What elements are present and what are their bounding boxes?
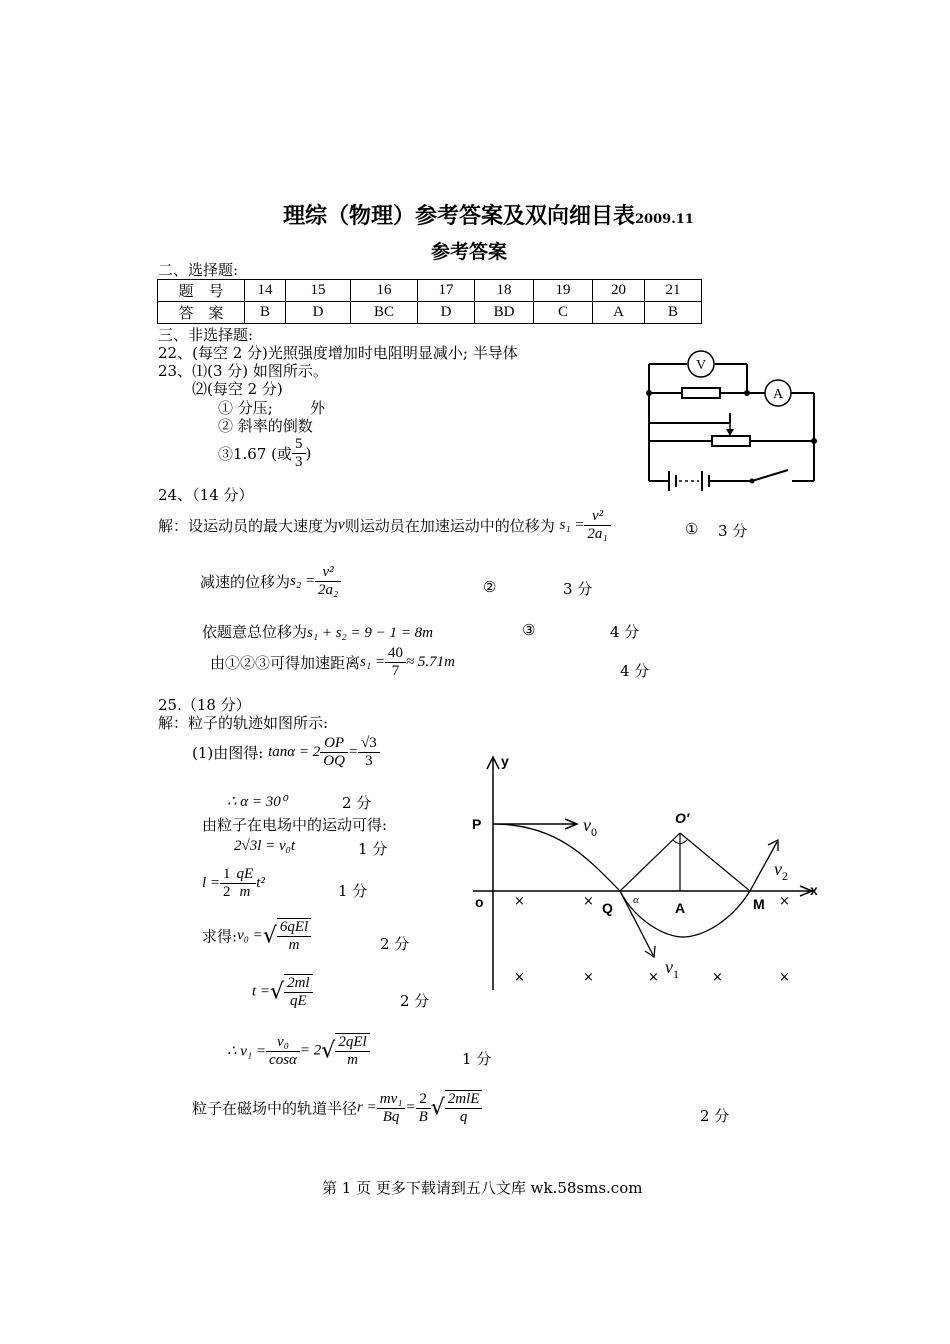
q24-line3: 依题意总位移为s₁ + s₂ = 9 − 1 = 8m — [202, 623, 433, 641]
section3-label: 三、非选择题: — [158, 326, 254, 344]
q23-line1: 23、⑴(3 分) 如图所示。 — [158, 362, 328, 380]
q24-mark1: ① — [685, 520, 699, 538]
table-cell: D — [286, 302, 351, 324]
q25-line4: 2√3l = v₀t — [234, 838, 296, 854]
q25-score5: 1 分 — [338, 882, 368, 900]
point-a-label: A — [675, 900, 686, 916]
q25-line7: t =√ $\frac{2ml}{qE}$ — [252, 974, 313, 1010]
table-header-cell: 题 号 — [158, 280, 245, 302]
origin-label: o — [475, 894, 484, 910]
voltmeter-label: V — [695, 358, 707, 373]
q25-score8: 1 分 — [462, 1050, 492, 1068]
table-cell: 17 — [418, 280, 475, 302]
table-cell: BC — [351, 302, 418, 324]
q25-intro: 解：粒子的轨迹如图所示: — [158, 714, 329, 732]
section2-label: 二、选择题: — [158, 261, 239, 279]
q23-item1a: ① 分压; — [218, 399, 273, 417]
field-cross: × — [779, 970, 790, 985]
point-m-label: M — [753, 896, 765, 912]
field-cross: × — [514, 970, 525, 985]
q24-score3: 4 分 — [610, 623, 640, 641]
q24-line4: 由①②③可得加速距离s₁ = $\frac{40}{7}$ ≈ 5.71m — [210, 645, 456, 679]
table-cell: 16 — [351, 280, 418, 302]
table-header-cell: 答 案 — [158, 302, 245, 324]
y-axis-label: y — [501, 753, 509, 769]
q24-mark3: ③ — [522, 621, 536, 639]
alpha-label: α — [633, 894, 639, 906]
q23-item1b: 外 — [310, 399, 326, 417]
table-cell: 21 — [645, 280, 702, 302]
table-cell: D — [418, 302, 475, 324]
q23-item2: ② 斜率的倒数 — [218, 417, 313, 435]
q25-score4: 1 分 — [358, 840, 388, 858]
x-axis-label: x — [810, 882, 818, 898]
trajectory-figure — [465, 745, 830, 995]
v2-arrow — [750, 842, 777, 891]
q25-header: 25.（18 分） — [158, 696, 251, 714]
q25-line3: 由粒子在电场中的运动可得: — [202, 816, 388, 834]
table-cell: BD — [475, 302, 534, 324]
field-cross: × — [779, 894, 790, 909]
table-cell: 19 — [534, 280, 593, 302]
q25-line9: 粒子在磁场中的轨道半径r = $\frac{\text{mv₁}}{Bq}$ = $\frac{2}{B}$ √ $\frac{\text{2mlE}}{q}$ — [192, 1090, 482, 1126]
q24-score2: 3 分 — [563, 580, 593, 598]
page-footer: 第 1 页 更多下载请到五八文库 wk.58sms.com — [322, 1179, 643, 1197]
magnetic-field-markers — [514, 894, 790, 985]
table-cell: 15 — [286, 280, 351, 302]
q25-line6: 求得:v₀ =√ $\frac{\text{6qEl}}{m}$ — [202, 918, 311, 954]
v0-label: $v_0$ — [583, 815, 597, 839]
table-cell: A — [593, 302, 645, 324]
q24-line1: 解：设运动员的最大速度为v则运动员在加速运动中的位移为 s₁ = $\frac{\text{v²}}{\text{2a₁}}$ — [158, 508, 611, 543]
q22-text: 22、(每空 2 分)光照强度增加时电阻明显减小; 半导体 — [158, 344, 518, 362]
table-row-answers — [158, 302, 702, 324]
q24-score1: 3 分 — [718, 522, 748, 540]
table-cell: C — [534, 302, 593, 324]
ammeter-label: A — [772, 387, 784, 402]
electric-trajectory — [493, 824, 620, 891]
table-cell: 20 — [593, 280, 645, 302]
field-cross: × — [514, 894, 525, 909]
q24-header: 24、（14 分） — [158, 486, 254, 504]
v2-label: $v_2$ — [774, 859, 788, 883]
field-cross: × — [712, 970, 723, 985]
q25-score7: 2 分 — [400, 992, 430, 1010]
point-p-label: P — [472, 816, 482, 832]
table-cell: 18 — [475, 280, 534, 302]
page-subtitle: 参考答案 — [431, 241, 508, 263]
page-title: 理综（物理）参考答案及双向细目表2009.11 — [283, 203, 694, 229]
q25-line2: ∴ α = 30⁰ — [227, 794, 287, 810]
field-cross: × — [583, 970, 594, 985]
center-o-prime-label: O′ — [675, 810, 690, 826]
circuit-diagram — [640, 345, 825, 495]
q24-mark2: ② — [483, 578, 497, 596]
q23-line2: ⑵(每空 2 分) — [192, 380, 283, 398]
v1-label: $v_1$ — [665, 957, 679, 981]
field-cross: × — [648, 970, 659, 985]
answer-table — [157, 279, 702, 324]
field-cross: × — [583, 894, 594, 909]
q24-score4: 4 分 — [620, 662, 650, 680]
table-cell: 14 — [245, 280, 286, 302]
q24-line2: 减速的位移为s₂ = $\frac{\text{v²}}{\text{2a₂}}$ — [200, 564, 341, 599]
table-cell: B — [645, 302, 702, 324]
table-cell: B — [245, 302, 286, 324]
q25-score6: 2 分 — [380, 935, 410, 953]
q25-line1: (1)由图得: tanα = 2 $\frac{OP}{OQ}$ = $\frac{√3}{3}$ — [192, 735, 380, 770]
title-date: 2009.11 — [635, 212, 694, 227]
q25-line8: ∴ v₁ = $\frac{\text{v₀}}{\cos\alpha}$ = 2√ $\frac{\text{2qEl}}{m}$ — [227, 1033, 370, 1069]
q25-line5: l = $\frac{1}{2}$ $\frac{qE}{m}$ t² — [202, 866, 265, 900]
q23-item3: ③1.67 (或 $\frac{5}{3}$ ) — [218, 436, 312, 470]
table-row-questions — [158, 280, 702, 302]
point-q-label: Q — [602, 900, 613, 916]
q25-score9: 2 分 — [700, 1107, 730, 1125]
q25-score2: 2 分 — [342, 794, 372, 812]
